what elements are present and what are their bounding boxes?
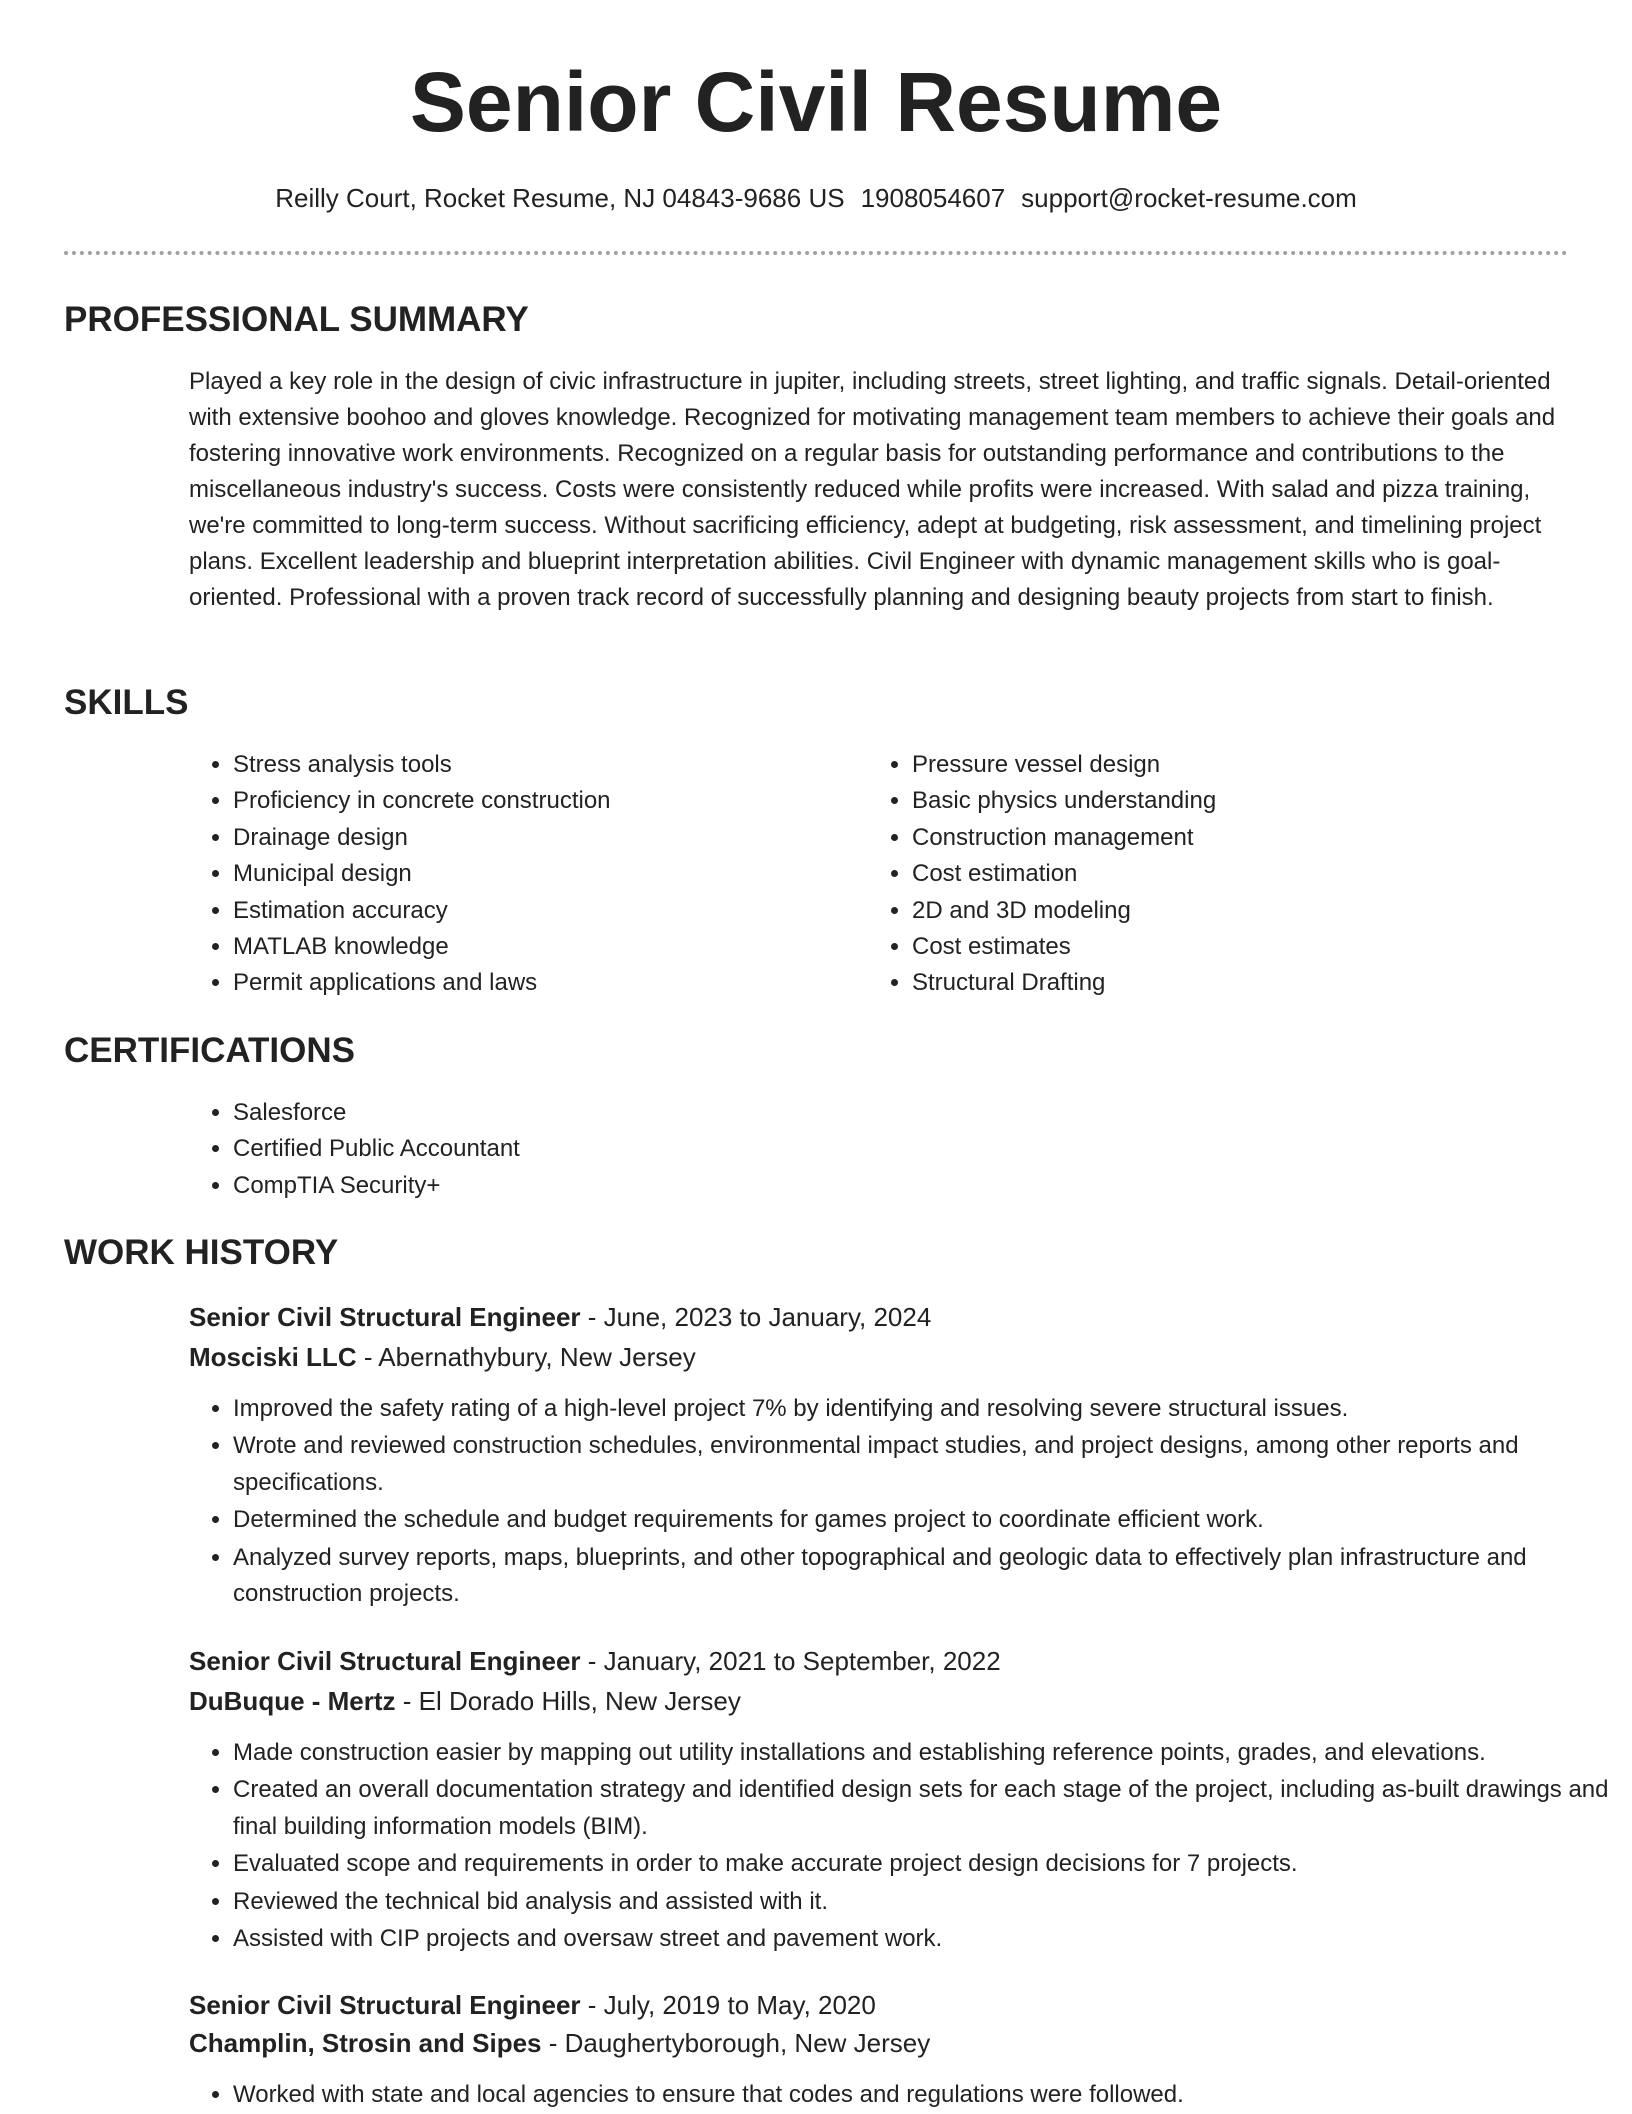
- job-dates: - June, 2023 to January, 2024: [580, 1302, 932, 1332]
- job-bullet: • Wrote and reviewed construction schedules, environmental impact studies, and project designs, among other reports and specifications.: [233, 1428, 1613, 1501]
- skill-item: • Stress analysis tools: [233, 747, 873, 783]
- certification-item: • Salesforce: [233, 1095, 520, 1131]
- job-bullet: • Reviewed the technical bid analysis and assisted with it.: [233, 1884, 1613, 1920]
- certifications-list: [189, 1095, 520, 1204]
- job-bullet: • Created an overall documentation strategy and identified design sets for each stage of the project, including as-built drawings and final building information models (BIM).: [233, 1772, 1613, 1845]
- skill-item: • Cost estimation: [912, 856, 1552, 892]
- job-bullet: • Improved the safety rating of a high-level project 7% by identifying and resolving severe structural issues.: [233, 1391, 1613, 1427]
- job-bullet: • Determined the schedule and budget requirements for games project to coordinate efficient work.: [233, 1502, 1613, 1538]
- skill-item: • Cost estimates: [912, 929, 1552, 965]
- job-company: Champlin, Strosin and Sipes: [189, 2028, 542, 2058]
- job-bullet: • Made construction easier by mapping out utility installations and establishing reference points, grades, and elevations.: [233, 1735, 1613, 1771]
- resume-name: Senior Civil Resume: [409, 55, 1223, 149]
- job-bullet: • Evaluated scope and requirements in order to make accurate project design decisions for 7 projects.: [233, 1846, 1613, 1882]
- job-role: Senior Civil Structural Engineer: [189, 1646, 581, 1676]
- work-history-heading: WORK HISTORY: [64, 1233, 339, 1272]
- skill-item: • Drainage design: [233, 820, 873, 856]
- contact-email: support@rocket-resume.com: [1021, 183, 1357, 213]
- job-role: Senior Civil Structural Engineer: [189, 1302, 581, 1332]
- skill-item: • Pressure vessel design: [912, 747, 1552, 783]
- job-bullet: • Assisted with CIP projects and oversaw street and pavement work.: [233, 1921, 1613, 1957]
- skill-item: • Permit applications and laws: [233, 965, 873, 1001]
- skills-list-right: [868, 747, 1552, 1002]
- job-bullets: [189, 1735, 1613, 1958]
- job-company: DuBuque - Mertz: [189, 1686, 396, 1716]
- contact-line: [0, 182, 1632, 214]
- skills-list-left: [189, 747, 873, 1002]
- job-dates: - January, 2021 to September, 2022: [580, 1646, 1001, 1676]
- summary-text: Played a key role in the design of civic infrastructure in jupiter, including streets, street lighting, and traffic signals. Detail-oriented with extensive boohoo and gloves knowledge. Recognized for motivating management team members to achieve their goals and fostering innovative work environments. Recognized on a regular basis for outstanding performance and contributions to the miscellaneous industry's success. Costs were consistently reduced while profits were increased. With salad and pizza training, we're committed to long-term success. Without sacrificing efficiency, adept at budgeting, risk assessment, and timelining project plans. Excellent leadership and blueprint interpretation abilities. Civil Engineer with dynamic management skills who is goal-oriented. Professional with a proven track record of successfully planning and designing beauty projects from start to finish.: [189, 368, 1556, 611]
- skill-item: • Structural Drafting: [912, 965, 1552, 1001]
- skill-item: • Estimation accuracy: [233, 893, 873, 929]
- job-title-line: [189, 1644, 1001, 1678]
- certification-item: • Certified Public Accountant: [233, 1131, 520, 1167]
- job-dates: - July, 2019 to May, 2020: [580, 1990, 876, 2020]
- job-bullets: [189, 2077, 1613, 2114]
- job-company-line: [189, 1684, 741, 1718]
- job-bullet: • Analyzed survey reports, maps, blueprints, and other topographical and geologic data to effectively plan infrastructure and construction projects.: [233, 1540, 1613, 1613]
- skill-item: • 2D and 3D modeling: [912, 893, 1552, 929]
- job-company-line: [189, 1340, 696, 1374]
- header-divider: [64, 251, 1568, 255]
- certifications-heading: CERTIFICATIONS: [64, 1031, 356, 1070]
- summary-heading: PROFESSIONAL SUMMARY: [64, 300, 529, 339]
- job-location: - Daughertyborough, New Jersey: [541, 2028, 931, 2058]
- job-bullets: [189, 1391, 1613, 1613]
- job-company: Mosciski LLC: [189, 1342, 357, 1372]
- job-company-line: [189, 2026, 930, 2060]
- job-title-line: [189, 1988, 876, 2022]
- job-location: - El Dorado Hills, New Jersey: [395, 1686, 741, 1716]
- job-location: - Abernathybury, New Jersey: [356, 1342, 696, 1372]
- contact-address: Reilly Court, Rocket Resume, NJ 04843-9686 US: [275, 183, 845, 213]
- skill-item: • Basic physics understanding: [912, 783, 1552, 819]
- skills-heading: SKILLS: [64, 683, 189, 722]
- contact-phone: 1908054607: [860, 183, 1006, 213]
- skill-item: • Municipal design: [233, 856, 873, 892]
- job-title-line: [189, 1300, 931, 1334]
- skill-item: • Proficiency in concrete construction: [233, 783, 873, 819]
- job-bullet: • Worked with state and local agencies to ensure that codes and regulations were followed.: [233, 2077, 1613, 2113]
- job-role: Senior Civil Structural Engineer: [189, 1990, 581, 2020]
- skill-item: • MATLAB knowledge: [233, 929, 873, 965]
- skill-item: • Construction management: [912, 820, 1552, 856]
- certification-item: • CompTIA Security+: [233, 1168, 520, 1204]
